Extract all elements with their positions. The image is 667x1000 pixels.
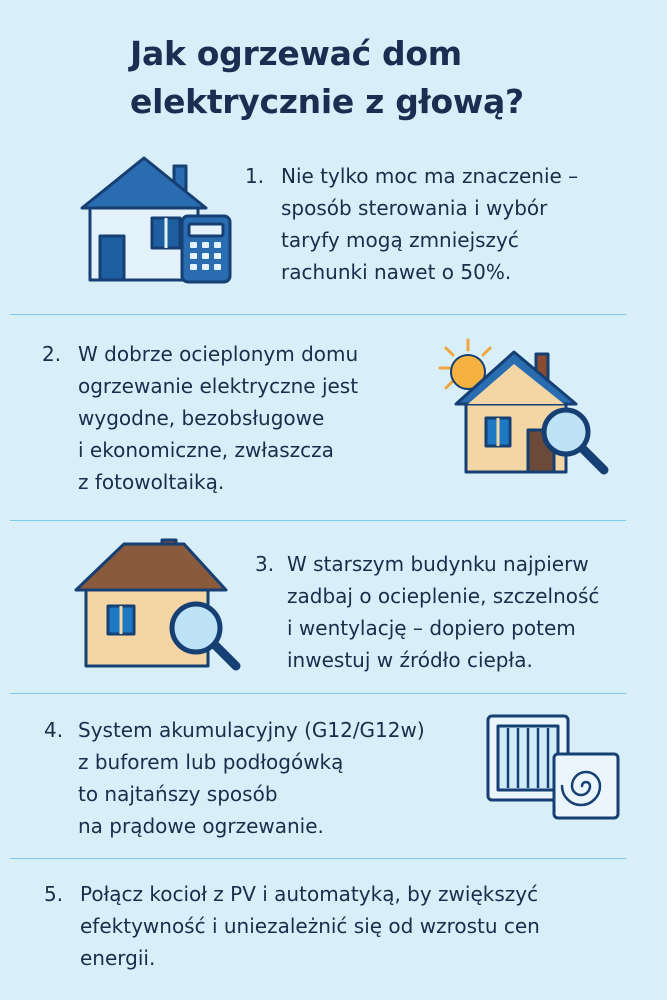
tip-2 [42, 338, 422, 498]
divider-4 [10, 858, 626, 859]
tip-2-line-2: ogrzewanie elektryczne jest [78, 374, 359, 398]
divider-1 [10, 314, 626, 315]
old-house-magnifier-icon [74, 530, 250, 680]
divider-3 [10, 693, 626, 694]
tip-5-number: 5. [44, 882, 64, 906]
tip-1-line-4: rachunki nawet o 50%. [281, 260, 512, 284]
divider-2 [10, 520, 626, 521]
sunny-house-magnifier-icon [432, 338, 622, 488]
tip-4-line-4: na prądowe ogrzewanie. [78, 814, 324, 838]
tip-3 [255, 548, 655, 676]
tip-5-line-3: energii. [80, 946, 156, 970]
tip-1-line-3: taryfy mogą zmniejszyć [281, 228, 519, 252]
tip-3-number: 3. [255, 552, 275, 576]
tip-2-line-4: i ekonomiczne, zwłaszcza [78, 438, 334, 462]
radiator-floor-heating-icon [484, 712, 624, 824]
tip-2-text [78, 338, 358, 498]
house-with-calculator-icon [78, 150, 238, 290]
tip-4-line-1: System akumulacyjny (G12/G12w) [78, 718, 425, 742]
tip-1-number: 1. [245, 164, 265, 188]
tip-2-number: 2. [42, 342, 62, 366]
tip-5-text [80, 878, 540, 974]
tip-2-line-3: wygodne, bezobsługowe [78, 406, 325, 430]
tip-4-line-2: z buforem lub podłogówką [78, 750, 344, 774]
tip-1 [245, 160, 645, 288]
tip-5 [44, 878, 644, 974]
tip-1-line-1: Nie tylko moc ma znaczenie – [281, 164, 579, 188]
tip-1-line-2: sposób sterowania i wybór [281, 196, 548, 220]
tip-3-line-2: zadbaj o ocieplenie, szczelność [287, 584, 600, 608]
tip-5-line-1: Połącz kocioł z PV i automatyką, by zwiększyć [80, 882, 539, 906]
tip-5-line-2: efektywność i uniezależnić się od wzrostu cen [80, 914, 540, 938]
tip-1-text [281, 160, 578, 288]
title-line-1: Jak ogrzewać dom [130, 34, 462, 73]
tip-2-line-5: z fotowoltaiką. [78, 470, 225, 494]
tip-3-line-4: inwestuj w źródło ciepła. [287, 648, 533, 672]
tip-3-line-1: W starszym budynku najpierw [287, 552, 589, 576]
tip-4-line-3: to najtańszy sposób [78, 782, 278, 806]
title-line-2: elektrycznie z głową? [130, 82, 524, 121]
tip-4-text [78, 714, 425, 842]
tip-4 [44, 714, 464, 842]
tip-4-number: 4. [44, 718, 64, 742]
tip-3-text [287, 548, 599, 676]
tip-3-line-3: i wentylację – dopiero potem [287, 616, 576, 640]
page-title [130, 30, 610, 126]
tip-2-line-1: W dobrze ocieplonym domu [78, 342, 359, 366]
